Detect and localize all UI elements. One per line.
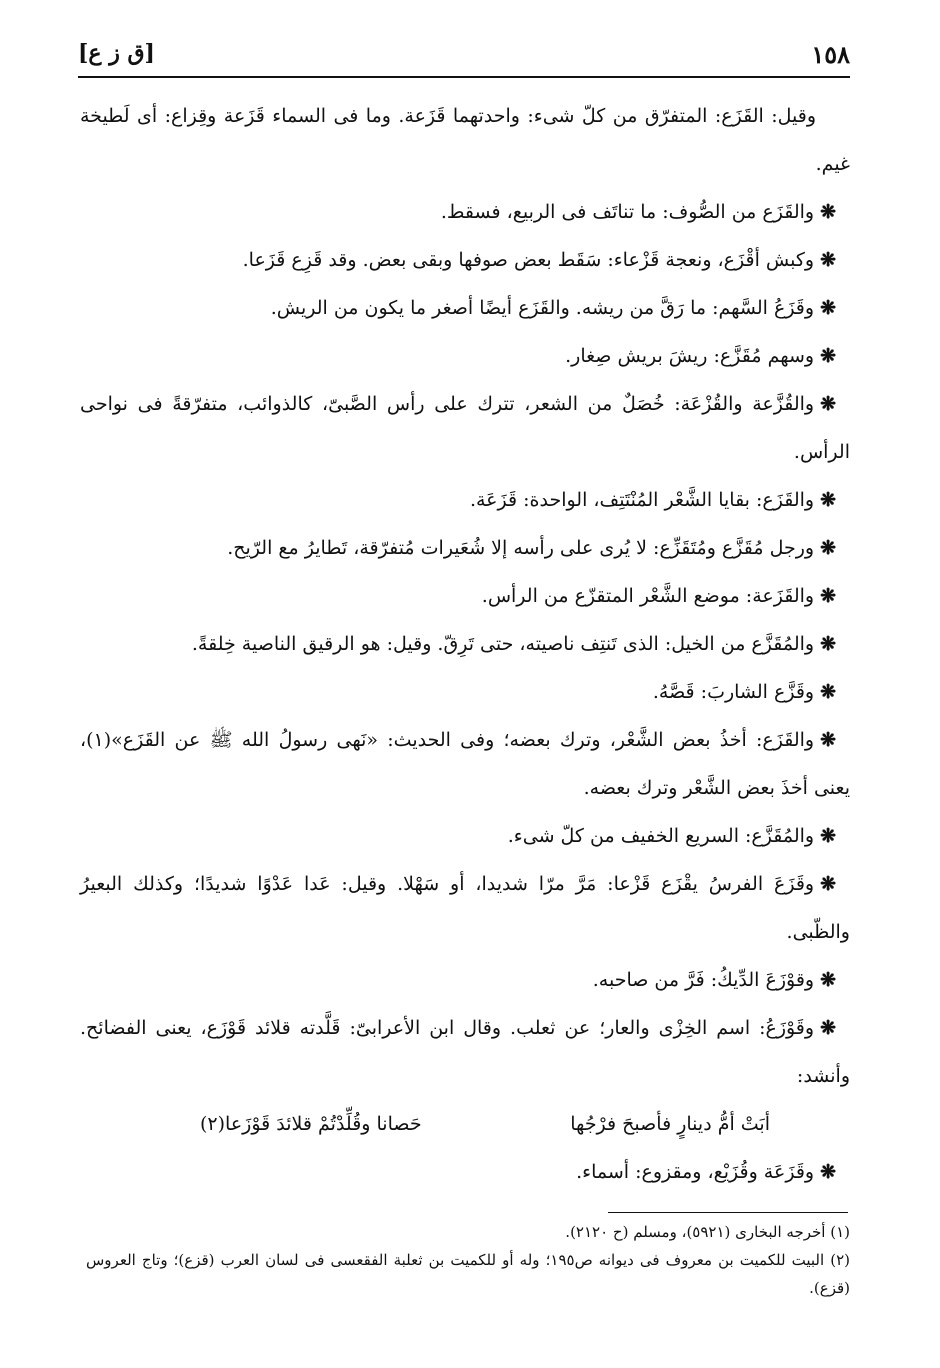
page-header — [78, 40, 850, 74]
entry-paragraph — [80, 1004, 850, 1100]
entry-paragraph — [80, 188, 850, 236]
star-bullet-icon: ❋ — [820, 345, 836, 367]
entry-paragraph — [80, 284, 850, 332]
star-bullet-icon: ❋ — [820, 1017, 836, 1039]
entry-paragraph — [80, 476, 850, 524]
entry-text: وكبش أقْزَع، ونعجة قَزْعاء: سَقَط بعض صوفها وبقى بعض. وقد قَزِع قَزَعا. — [242, 249, 815, 271]
entry-text: والمُقَزَّع من الخيل: الذى تَنتِف ناصيته، حتى تَرِقّ. وقيل: هو الرقيق الناصية خِلقةً. — [191, 633, 815, 655]
entry-paragraph — [80, 620, 850, 668]
entry-text: والقَزَعة: موضع الشَّعْر المتقزّع من الرأس. — [481, 585, 815, 607]
star-bullet-icon: ❋ — [820, 393, 836, 415]
verse-second-hemistich: حَصانا وقُلِّدْتُمْ قلائدَ قَوْزَعا(٢) — [200, 1113, 422, 1135]
star-bullet-icon: ❋ — [820, 1161, 836, 1183]
star-bullet-icon: ❋ — [820, 537, 836, 559]
entry-paragraph — [80, 956, 850, 1004]
star-bullet-icon: ❋ — [820, 585, 836, 607]
entry-paragraph — [80, 332, 850, 380]
star-bullet-icon: ❋ — [820, 297, 836, 319]
root-heading: [ق ز ع] — [78, 40, 155, 66]
entry-text: والقُزَّعة والقُزْعَة: خُصَلٌ من الشعر، تترك على رأس الصَّبىّ، كالذوائب، متفرّقةً فى نواحى الرأس. — [80, 393, 850, 463]
footnote-divider — [608, 1212, 848, 1213]
entry-paragraph — [80, 668, 850, 716]
entry-text: والقَزَع: بقايا الشَّعْر المُنْتَتِف، الواحدة: قَزَعَة. — [469, 489, 815, 511]
entry-paragraph — [80, 572, 850, 620]
entry-paragraph — [80, 380, 850, 476]
entry-paragraph — [80, 236, 850, 284]
entry-paragraph — [80, 524, 850, 572]
poetry-verse — [80, 1100, 850, 1148]
paragraph — [80, 92, 850, 188]
entry-text: وقَوْزَعُ: اسم الخِزْى والعار؛ عن ثعلب. وقال ابن الأعرابىّ: قَلَّدته قلائد قَوْزَع، يعنى الفضائح. وأنشد: — [80, 1017, 850, 1087]
entry-text: وقوْزَعَ الدِّيكُ: فَرَّ من صاحبه. — [592, 969, 815, 991]
footnote: (١) أخرجه البخارى (٥٩٢١)، ومسلم (ح ٢١٢٠). — [565, 1223, 850, 1241]
star-bullet-icon: ❋ — [820, 633, 836, 655]
star-bullet-icon: ❋ — [820, 825, 836, 847]
star-bullet-icon: ❋ — [820, 201, 836, 223]
star-bullet-icon: ❋ — [820, 873, 836, 895]
paragraph-text: وقيل: القَزَع: المتفرّق من كلّ شىء: واحدتهما قَزَعة. وما فى السماء قَزَعة وقِزاع: أى لَطيخة غيم. — [80, 105, 850, 175]
entry-text: وسهم مُقَزَّع: ريشَ بريش صِغار. — [565, 345, 815, 367]
star-bullet-icon: ❋ — [820, 681, 836, 703]
entry-text: وقَزَعُ السَّهم: ما رَقَّ من ريشه. والقَزَع أيضًا أصغر ما يكون من الريش. — [270, 297, 815, 319]
entry-text: ورجل مُقَزَّع ومُتَقَزِّع: لا يُرى على رأسه إلا شُعَيرات مُتفرّقة، تَطايرُ مع الرّيح. — [227, 537, 815, 559]
verse-first-hemistich: أبَتْ أمُّ دينارٍ فأصبحَ فرْجُها — [570, 1113, 770, 1135]
footnote: (٢) البيت للكميت بن معروف فى ديوانه ص١٩٥؛ وله أو للكميت بن ثعلبة الفقعسى فى لسان العرب (قزع)؛ وتاج العروس (قزع). — [86, 1251, 850, 1297]
entry-paragraph — [80, 716, 850, 812]
page-body — [80, 92, 850, 1196]
entry-text: وقَزَعَ الفرسُ يقْزَع قَزْعا: مَرَّ مرّا شديدا، أو سَهْلا. وقيل: عَدا عَدْوًا شديدًا؛ وكذلك البعيرُ والظّبى. — [80, 873, 850, 943]
header-rule — [78, 76, 850, 78]
page-number: ١٥٨ — [811, 40, 850, 69]
footnotes — [86, 1218, 850, 1302]
entry-paragraph — [80, 860, 850, 956]
star-bullet-icon: ❋ — [820, 489, 836, 511]
entry-paragraph — [80, 812, 850, 860]
star-bullet-icon: ❋ — [820, 729, 836, 751]
entry-text: وقَزَعَة وقُزَيْع، ومقزوع: أسماء. — [576, 1161, 815, 1183]
entry-text: والمُقَزَّع: السريع الخفيف من كلّ شىء. — [507, 825, 815, 847]
entry-text: وقَزَّع الشاربَ: قَصَّهُ. — [652, 681, 815, 703]
star-bullet-icon: ❋ — [820, 249, 836, 271]
entry-paragraph — [80, 1148, 850, 1196]
star-bullet-icon: ❋ — [820, 969, 836, 991]
entry-text: والقَزَع: أخذُ بعض الشَّعْر، وترك بعضه؛ وفى الحديث: «نَهى رسولُ الله ﷺ عن القَزَع»(١)، يعنى أخذَ بعض الشَّعْر وترك بعضه. — [80, 729, 850, 799]
entry-text: والقَزَع من الصُّوف: ما تناتَف فى الربيع، فسقط. — [440, 201, 815, 223]
